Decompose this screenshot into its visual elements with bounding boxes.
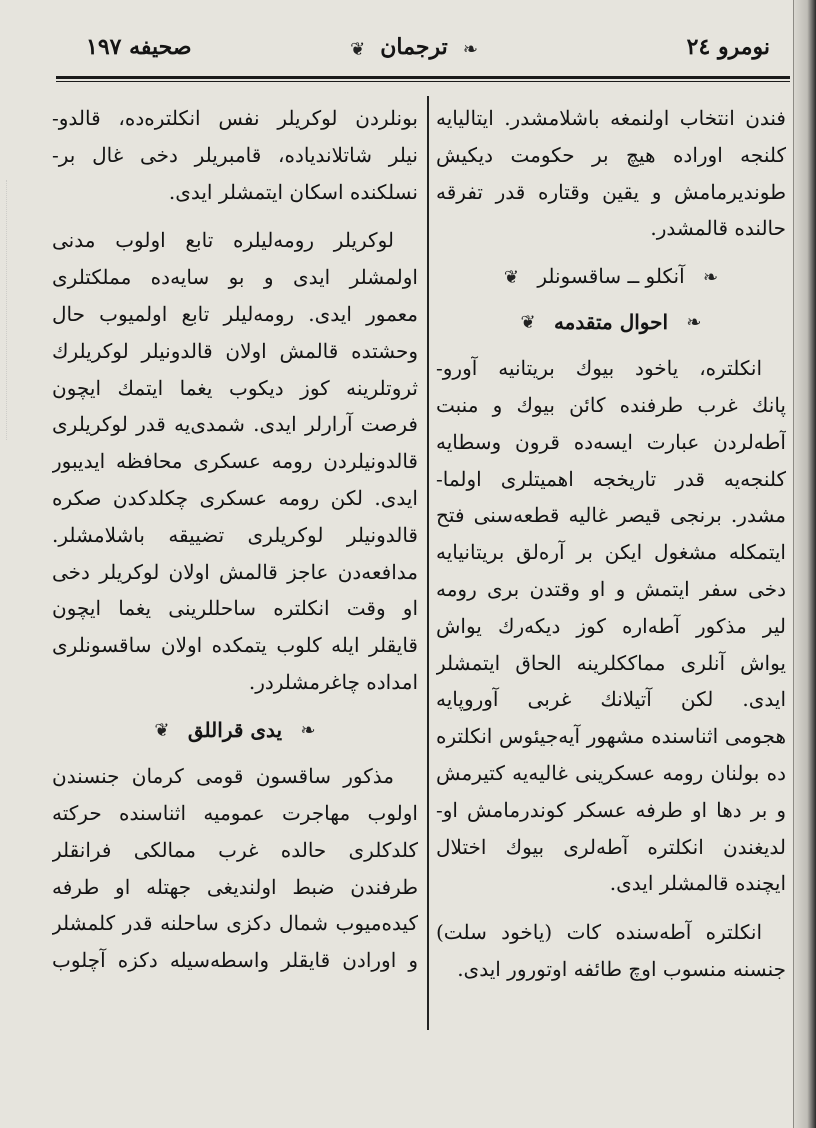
- text-line: پانك غرب طرفنده كائن بيوك و منبت: [436, 392, 786, 417]
- header-rule-thin: [56, 81, 790, 82]
- text-line: نيلر شاتلاندياده، قامبريلر دخى غال بر-: [52, 142, 418, 167]
- paragraph: [436, 100, 786, 247]
- issue-number: نومرو ۲٤: [686, 34, 770, 60]
- text-line: قالدونيلردن رومه عسكرى محافظه ايديبور: [52, 449, 418, 474]
- text-line: ايدى. لكن آتيلانك غربى آوروپايه: [436, 687, 786, 712]
- section-heading: [52, 713, 418, 749]
- margin-bleed: [6, 180, 37, 440]
- ornament-icon: ❧: [703, 266, 719, 288]
- page-edge: [794, 0, 816, 1128]
- section-heading: [436, 305, 786, 341]
- text-line: و اورادن قايقلر واسطه‌سيله دكزه آچلوب: [52, 948, 418, 973]
- section-title: احوال متقدمه: [553, 309, 669, 334]
- paragraph: [52, 100, 418, 210]
- page-edge-line: [793, 0, 794, 1128]
- newspaper-title: ترجمان: [380, 34, 448, 60]
- section-title: يدى قراللق: [187, 717, 283, 742]
- header-rule: [56, 76, 790, 79]
- right-column: [436, 100, 786, 1000]
- paragraph: [52, 758, 418, 979]
- text-line: يواش آنلرى مماككلرينه الحاق ايتمشلر: [436, 650, 786, 675]
- ornament-icon: ❦: [503, 266, 519, 288]
- text-line: انكلتره، ياخود بيوك بريتانيه آورو-: [436, 356, 762, 381]
- paragraph: [436, 350, 786, 902]
- page-header: [40, 30, 788, 70]
- text-line: مدافعه‌دن عاجز قالمش اولان لوكريلر دخى: [52, 559, 418, 584]
- text-line: معمور ايدى. رومه‌ليلر تابع اولميوب حال: [52, 301, 418, 326]
- text-line: كلنجه‌يه قدر تاريخجه اهميتلرى اولما-: [436, 466, 786, 491]
- paragraph: [52, 222, 418, 700]
- text-line: ده بولنان رومه عسكرينى غاليه‌يه كتيرمش: [436, 760, 786, 785]
- text-line: طرفندن ضبط اولنديغى جهتله او طرفه: [52, 874, 418, 899]
- text-line: او وقت انكلتره ساحللرينى يغما ايچون: [52, 596, 418, 621]
- text-line: اولمشلر ايدى و بو سايه‌ده مملكتلرى: [52, 265, 418, 290]
- text-line: هجومى اثناسنده مشهور آيه‌جيئوس انكلتره: [436, 724, 786, 749]
- text-line: و بر دها او طرفه عسكر كوندرمامش او-: [436, 797, 786, 822]
- text-line: وحشتده قالمش اولان قالدونيلر لوكريلرك: [52, 338, 418, 363]
- text-line: ايدى. لكن رومه عسكرى چكلدكدن صكره: [52, 485, 418, 510]
- text-line: مشدر. برنجى قيصر غاليه قطعه‌سنى فتح: [436, 503, 786, 528]
- text-line: ايچنده قالمشلر ايدى.: [609, 871, 786, 896]
- ornament-icon: ❦: [350, 39, 366, 60]
- text-line: نسلكنده اسكان ايتمشلر ايدى.: [168, 179, 418, 204]
- text-line: لوكريلر رومه‌ليلره تابع اولوب مدنى: [52, 228, 394, 253]
- text-line: ايتمكله مشغول ايكن بر آرەلق بريتانيايه: [436, 540, 786, 565]
- ornament-icon: ❦: [154, 720, 170, 742]
- text-line: اولوب مهاجرت عموميه اثناسنده حركته: [52, 801, 418, 826]
- text-line: كيده‌ميوب شمال دكزى ساحلنه قدر كلمشلر: [52, 911, 418, 936]
- text-line: طوندير‌مامش و يقين وقتاره قدر تفرقه: [436, 179, 786, 204]
- text-line: جنسنه منسوب اوچ طائفه اوتورور ايدى.: [457, 956, 786, 981]
- section-heading: [436, 259, 786, 295]
- text-line: فرصت آرارلر ايدى. شمدى‌يه قدر لوكريلرى: [52, 412, 418, 437]
- page-number: صحيفه ۱۹۷: [86, 34, 192, 60]
- text-line: دخى سفر ايتمش و او وقتدن برى رومه: [436, 576, 786, 601]
- text-line: امداده چاغرمشلردر.: [248, 669, 418, 694]
- section-title: آنكلو ــ ساقسونلر: [537, 264, 685, 289]
- text-line: مذكور ساقسون قومى كرمان جنسندن: [52, 764, 394, 789]
- column-divider: [427, 96, 429, 1030]
- ornament-icon: ❧: [462, 39, 478, 60]
- text-line: كلدكلرى حالده غرب ممالكى فرانقلر: [52, 837, 418, 862]
- paragraph: [436, 914, 786, 988]
- text-line: حالنده قالمشدر.: [650, 216, 786, 241]
- text-line: بونلردن لوكريلر نفس انكلتره‌ده، قالدو-: [52, 106, 418, 130]
- ornament-icon: ❧: [300, 720, 316, 742]
- text-line: كلنجه اوراده هيچ بر حكومت ديكيش: [436, 142, 786, 167]
- text-line: آطه‌لردن عبارت ايسه‌ده قرون وسطايه: [436, 429, 786, 454]
- text-line: لير مذكور آطه‌اره كوز ديكه‌رك يواش: [436, 613, 786, 638]
- text-line: فندن انتخاب اولنمغه باشلامشدر. ايتاليايه: [436, 106, 786, 130]
- text-line: قالدونيلر لوكريلرى تضييقه باشلامشلر.: [52, 522, 418, 547]
- ornament-icon: ❦: [520, 312, 536, 334]
- text-line: قايقلر ايله كلوب يتمكده اولان ساقسونلرى: [52, 633, 418, 658]
- ornament-icon: ❧: [686, 312, 702, 334]
- left-column: [52, 100, 418, 991]
- text-line: انكلتره آطه‌سنده كات (ياخود سلت): [436, 920, 762, 945]
- text-line: لديغندن انكلتره آطه‌لرى بيوك اختلال: [436, 834, 786, 859]
- text-line: ثروتلرينه كوز ديكوب يغما ايتمك ايچون: [52, 375, 418, 400]
